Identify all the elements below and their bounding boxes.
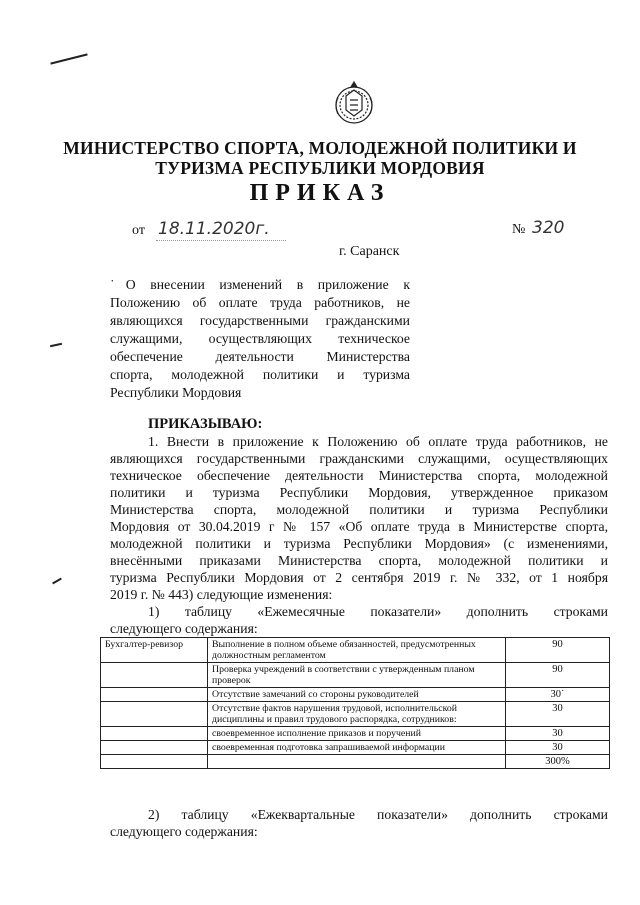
city-name: г. Саранск bbox=[339, 244, 400, 259]
ministry-name-line-2: ТУРИЗМА РЕСПУБЛИКИ МОРДОВИЯ bbox=[155, 158, 485, 178]
table-row bbox=[101, 741, 610, 755]
number-prefix: № bbox=[512, 222, 526, 237]
paragraph-line: являющихся государственными гражданскими служащими, осуществляющих bbox=[110, 451, 608, 466]
document-title: ПРИКАЗ bbox=[249, 180, 391, 206]
value-cell: 30˙ bbox=[506, 688, 610, 702]
table-row bbox=[101, 663, 610, 688]
item-2-line: следующего содержания: bbox=[110, 824, 258, 839]
number-handwritten: 320 bbox=[532, 218, 565, 238]
subject-line: Положению об оплате труда работников, не bbox=[110, 295, 410, 310]
table-row bbox=[101, 638, 610, 663]
value-cell: 30 bbox=[506, 727, 610, 741]
date-handwritten: 18.11.2020г. bbox=[158, 219, 270, 239]
paragraph-line: внесёнными приказами Министерства спорта, молодежной политики и bbox=[110, 553, 608, 568]
indicator-cell-empty bbox=[208, 755, 506, 769]
position-cell-empty bbox=[101, 688, 208, 702]
position-cell: Бухгалтер-ревизор bbox=[101, 638, 208, 663]
item-1-line: следующего содержания: bbox=[110, 621, 258, 636]
subject-line: обеспечение деятельности Министерства bbox=[110, 349, 410, 364]
item-2-line: 2) таблицу «Ежеквартальные показатели» дополнить строками bbox=[148, 807, 608, 822]
paragraph-line: 1. Внести в приложение к Положению об оплате труда работников, не bbox=[148, 434, 608, 449]
position-cell-empty bbox=[101, 755, 208, 769]
value-cell: 30 bbox=[506, 741, 610, 755]
scan-mark-middle bbox=[50, 343, 62, 347]
scan-mark-bottom bbox=[52, 578, 62, 585]
subject-line: Республики Мордовия bbox=[110, 385, 242, 400]
order-heading: ПРИКАЗЫВАЮ: bbox=[148, 416, 263, 432]
total-value-cell: 300% bbox=[506, 755, 610, 769]
table-total-row bbox=[101, 755, 610, 769]
position-cell-empty bbox=[101, 727, 208, 741]
paragraph-line: политики и туризма Республики Мордовия, утвержденное приказом bbox=[110, 485, 608, 500]
table-row bbox=[101, 727, 610, 741]
table-row bbox=[101, 688, 610, 702]
paragraph-line: молодежной политики и туризма Республики Мордовия» (с изменениями, bbox=[110, 536, 608, 551]
position-cell-empty bbox=[101, 702, 208, 727]
document-subject bbox=[110, 276, 410, 402]
value-cell: 90 bbox=[506, 638, 610, 663]
scan-mark-top bbox=[50, 53, 87, 64]
position-cell-empty bbox=[101, 663, 208, 688]
coat-of-arms-emblem bbox=[330, 78, 378, 128]
subject-line: спорта, молодежной политики и туризма bbox=[110, 367, 410, 382]
paragraph-line: Министерства спорта, молодежной политики и туризма Республики bbox=[110, 502, 608, 517]
table-row bbox=[101, 702, 610, 727]
indicator-cell: Отсутствие фактов нарушения трудовой, исполнительской дисциплины и правил трудового распорядка, сотрудников: bbox=[208, 702, 506, 727]
ministry-name-line-1: МИНИСТЕРСТВО СПОРТА, МОЛОДЕЖНОЙ ПОЛИТИКИ И bbox=[63, 138, 577, 158]
paragraph-line: туризма Республики Мордовия от 2 сентября 2019 г. № 332, от 1 ноября bbox=[110, 570, 608, 585]
subject-line: служащими, осуществляющих техническое bbox=[110, 331, 410, 346]
subject-line: являющихся государственными гражданскими bbox=[110, 313, 410, 328]
value-cell: 30 bbox=[506, 702, 610, 727]
paragraph-line: техническое обеспечение деятельности Министерства спорта, молодежной bbox=[110, 468, 608, 483]
indicator-cell: Выполнение в полном объеме обязанностей, предусмотренных должностным регламентом bbox=[208, 638, 506, 663]
item-1-line: 1) таблицу «Ежемесячные показатели» дополнить строками bbox=[148, 604, 608, 619]
date-underline bbox=[156, 240, 286, 241]
paragraph-line: Мордовия от 30.04.2019 г № 157 «Об оплате труда в Министерстве спорта, bbox=[110, 519, 608, 534]
date-prefix: от bbox=[132, 223, 145, 238]
subject-line: ˙О внесении изменений в приложение к bbox=[110, 277, 410, 292]
indicator-cell: своевременная подготовка запрашиваемой информации bbox=[208, 741, 506, 755]
value-cell: 90 bbox=[506, 663, 610, 688]
indicator-cell: Проверка учреждений в соответствии с утвержденным планом проверок bbox=[208, 663, 506, 688]
indicator-cell: Отсутствие замечаний со стороны руководителей bbox=[208, 688, 506, 702]
indicator-cell: своевременное исполнение приказов и поручений bbox=[208, 727, 506, 741]
position-cell-empty bbox=[101, 741, 208, 755]
monthly-indicators-table bbox=[100, 637, 610, 769]
paragraph-line: 2019 г. № 443) следующие изменения: bbox=[110, 587, 333, 602]
